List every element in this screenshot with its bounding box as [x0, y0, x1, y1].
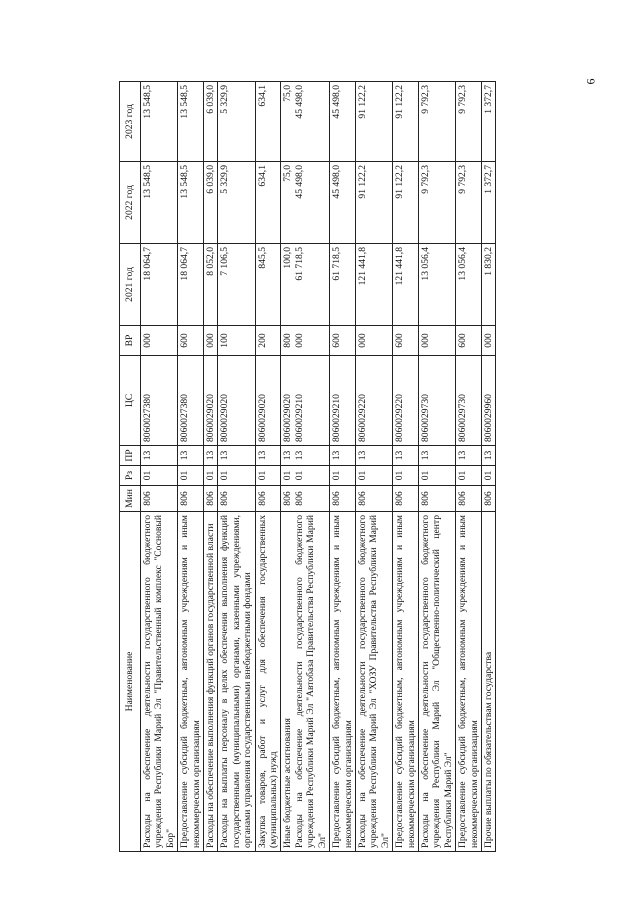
row-vr: 000	[418, 326, 455, 356]
row-pr-merged	[281, 446, 330, 466]
row-2021: 100,0	[282, 247, 294, 269]
row-2023: 6 039,0	[204, 82, 218, 162]
row-min: 806	[481, 486, 495, 512]
row-name: Предоставление субсидий бюджетным, автономным учреждениям и иным некоммерческим организациям	[456, 512, 482, 852]
row-vr: 600	[393, 326, 419, 356]
row-rz: 01	[330, 466, 356, 486]
row-name: Прочие выплаты по обязательствам государства	[481, 512, 495, 852]
row-min: 806	[293, 491, 305, 506]
row-rz: 01	[141, 466, 178, 486]
row-pr: 13	[218, 446, 255, 466]
row-pr: 13	[141, 446, 178, 466]
row-2023: 75,0	[282, 85, 294, 102]
row-min: 806	[255, 486, 281, 512]
row-rz: 01	[178, 466, 204, 486]
row-cs: 8060029020	[255, 356, 281, 446]
row-2023: 91 122,2	[355, 82, 392, 162]
header-2023: 2023 год	[120, 82, 141, 162]
row-pr: 13	[418, 446, 455, 466]
table-row	[456, 82, 482, 852]
row-2021: 61 718,5	[330, 244, 356, 326]
header-min: Мин	[120, 486, 141, 512]
row-cs-merged	[281, 356, 330, 446]
row-name: Иные бюджетные ассигнования	[282, 718, 294, 848]
row-cs: 8060029730	[456, 356, 482, 446]
row-2022: 75,0	[282, 165, 294, 182]
row-2022: 1 372,7	[481, 162, 495, 244]
row-pr: 13	[393, 446, 419, 466]
row-vr: 100	[218, 326, 255, 356]
row-vr: 600	[330, 326, 356, 356]
row-vr: 000	[141, 326, 178, 356]
row-2022: 91 122,2	[393, 162, 419, 244]
row-vr: 600	[178, 326, 204, 356]
table-row	[393, 82, 419, 852]
row-2023: 45 498,0	[330, 82, 356, 162]
row-cs: 8060029020	[218, 356, 255, 446]
row-pr: 13	[293, 450, 305, 461]
row-2021: 13 056,4	[418, 244, 455, 326]
row-pr: 13	[456, 446, 482, 466]
row-min-merged	[281, 486, 330, 512]
row-2022: 634,1	[255, 162, 281, 244]
row-cs: 8060029730	[418, 356, 455, 446]
row-2022: 9 792,3	[418, 162, 455, 244]
row-name: Расходы на выплаты персоналу в целях обеспечения выполнения функций государственными (муниципальными) органами, казенными учреждениями, органами управления государственными внебюджетными фондами	[218, 512, 255, 852]
row-pr: 13	[282, 450, 294, 461]
row-cs: 8060029210	[293, 394, 305, 442]
row-rz: 01	[355, 466, 392, 486]
row-2022: 13 548,5	[141, 162, 178, 244]
row-vr: 000	[204, 326, 218, 356]
row-name: Расходы на обеспечение деятельности государственного бюджетного учреждения Республики Марий Эл "ХОЗУ Правительства Республики Марий Эл"	[355, 512, 392, 852]
row-name-merged	[281, 512, 330, 852]
row-2022: 6 039,0	[204, 162, 218, 244]
row-min: 806	[141, 486, 178, 512]
row-min: 806	[393, 486, 419, 512]
row-2023: 13 548,5	[141, 82, 178, 162]
row-name: Предоставление субсидий бюджетным, автономным учреждениям и иным некоммерческим организациям	[330, 512, 356, 852]
row-cs: 8060029220	[355, 356, 392, 446]
header-vr: ВР	[120, 326, 141, 356]
row-vr: 000	[355, 326, 392, 356]
row-2023: 13 548,5	[178, 82, 204, 162]
header-rz: Рз	[120, 466, 141, 486]
row-2022: 9 792,3	[456, 162, 482, 244]
row-cs: 8060029020	[282, 394, 294, 442]
row-2021: 1 830,2	[481, 244, 495, 326]
row-name: Предоставление субсидий бюджетным, автономным учреждениям и иным некоммерческим организациям	[178, 512, 204, 852]
header-name: Наименование	[120, 512, 141, 852]
row-2023: 91 122,2	[393, 82, 419, 162]
row-vr: 800	[282, 333, 294, 348]
row-2021: 845,5	[255, 244, 281, 326]
row-2021: 121 441,8	[355, 244, 392, 326]
row-2021: 121 441,8	[393, 244, 419, 326]
row-2023: 9 792,3	[456, 82, 482, 162]
row-rz: 01	[456, 466, 482, 486]
header-2021: 2021 год	[120, 244, 141, 326]
row-2021: 18 064,7	[141, 244, 178, 326]
row-2021: 13 056,4	[456, 244, 482, 326]
row-pr: 13	[355, 446, 392, 466]
row-vr-merged	[281, 326, 330, 356]
row-rz: 01	[418, 466, 455, 486]
budget-table-container	[119, 82, 599, 852]
row-2021: 8 052,0	[204, 244, 218, 326]
table-header-row	[120, 82, 141, 852]
row-2023: 5 329,9	[218, 82, 255, 162]
row-name: Расходы на обеспечение выполнения функций органов государственной власти	[204, 512, 218, 852]
row-cs: 8060029020	[204, 356, 218, 446]
row-cs: 8060029960	[481, 356, 495, 446]
row-2022: 91 122,2	[355, 162, 392, 244]
table-row	[255, 82, 281, 852]
table-row	[178, 82, 204, 852]
row-name: Расходы на обеспечение деятельности государственного бюджетного учреждения Республики Марий Эл "Правительственный комплекс "Сосновый Бор"	[141, 512, 178, 852]
table-row	[204, 82, 218, 852]
row-pr: 13	[178, 446, 204, 466]
row-rz: 01	[393, 466, 419, 486]
row-2021: 7 106,5	[218, 244, 255, 326]
row-cs: 8060027380	[141, 356, 178, 446]
row-min: 806	[178, 486, 204, 512]
row-pr: 13	[255, 446, 281, 466]
row-2023: 9 792,3	[418, 82, 455, 162]
row-min: 806	[218, 486, 255, 512]
table-row	[418, 82, 455, 852]
row-min: 806	[418, 486, 455, 512]
budget-table	[119, 81, 496, 852]
table-row	[330, 82, 356, 852]
page-number: 6	[583, 78, 598, 85]
row-rz: 01	[255, 466, 281, 486]
row-2021: 61 718,5	[293, 247, 305, 281]
row-2022: 13 548,5	[178, 162, 204, 244]
row-rz: 01	[293, 470, 305, 481]
row-cs: 8060029210	[330, 356, 356, 446]
row-rz: 01	[282, 470, 294, 481]
row-2022-merged	[281, 162, 330, 244]
row-vr: 000	[293, 333, 305, 348]
row-2021: 18 064,7	[178, 244, 204, 326]
row-2022: 45 498,0	[330, 162, 356, 244]
table-row	[141, 82, 178, 852]
table-row	[355, 82, 392, 852]
row-rz-merged	[281, 466, 330, 486]
header-2022: 2022 год	[120, 162, 141, 244]
row-pr: 13	[204, 446, 218, 466]
row-rz: 01	[481, 466, 495, 486]
row-name: Расходы на обеспечение деятельности государственного бюджетного учреждения Республики Марий Эл "Автобаза Правительства Республики Марий Эл"	[293, 515, 328, 848]
row-rz: 01	[204, 466, 218, 486]
row-vr: 200	[255, 326, 281, 356]
table-row	[218, 82, 255, 852]
row-min: 806	[204, 486, 218, 512]
row-pr: 13	[481, 446, 495, 466]
row-min: 806	[355, 486, 392, 512]
row-min: 806	[330, 486, 356, 512]
row-min: 806	[282, 491, 294, 506]
row-2021-merged	[281, 244, 330, 326]
row-rz: 01	[218, 466, 255, 486]
row-name: Расходы на обеспечение деятельности государственного бюджетного учреждения Республики Марий Эл "Общественно-политический центр Республики Марий Эл"	[418, 512, 455, 852]
row-vr: 600	[456, 326, 482, 356]
row-cs: 8060029220	[393, 356, 419, 446]
row-2023: 1 372,7	[481, 82, 495, 162]
row-pr: 13	[330, 446, 356, 466]
row-min: 806	[456, 486, 482, 512]
row-name: Закупка товаров, работ и услуг для обеспечения государственных (муниципальных) нужд	[255, 512, 281, 852]
row-2023: 45 498,0	[293, 85, 305, 119]
row-name: Предоставление субсидий бюджетным, автономным учреждениям и иным некоммерческим организациям	[393, 512, 419, 852]
table-row	[281, 82, 330, 852]
row-2022: 45 498,0	[293, 165, 305, 199]
table-row	[481, 82, 495, 852]
row-2022: 5 329,9	[218, 162, 255, 244]
header-pr: ПР	[120, 446, 141, 466]
header-cs: ЦС	[120, 356, 141, 446]
row-2023: 634,1	[255, 82, 281, 162]
row-2023-merged	[281, 82, 330, 162]
row-cs: 8060027380	[178, 356, 204, 446]
row-vr: 000	[481, 326, 495, 356]
